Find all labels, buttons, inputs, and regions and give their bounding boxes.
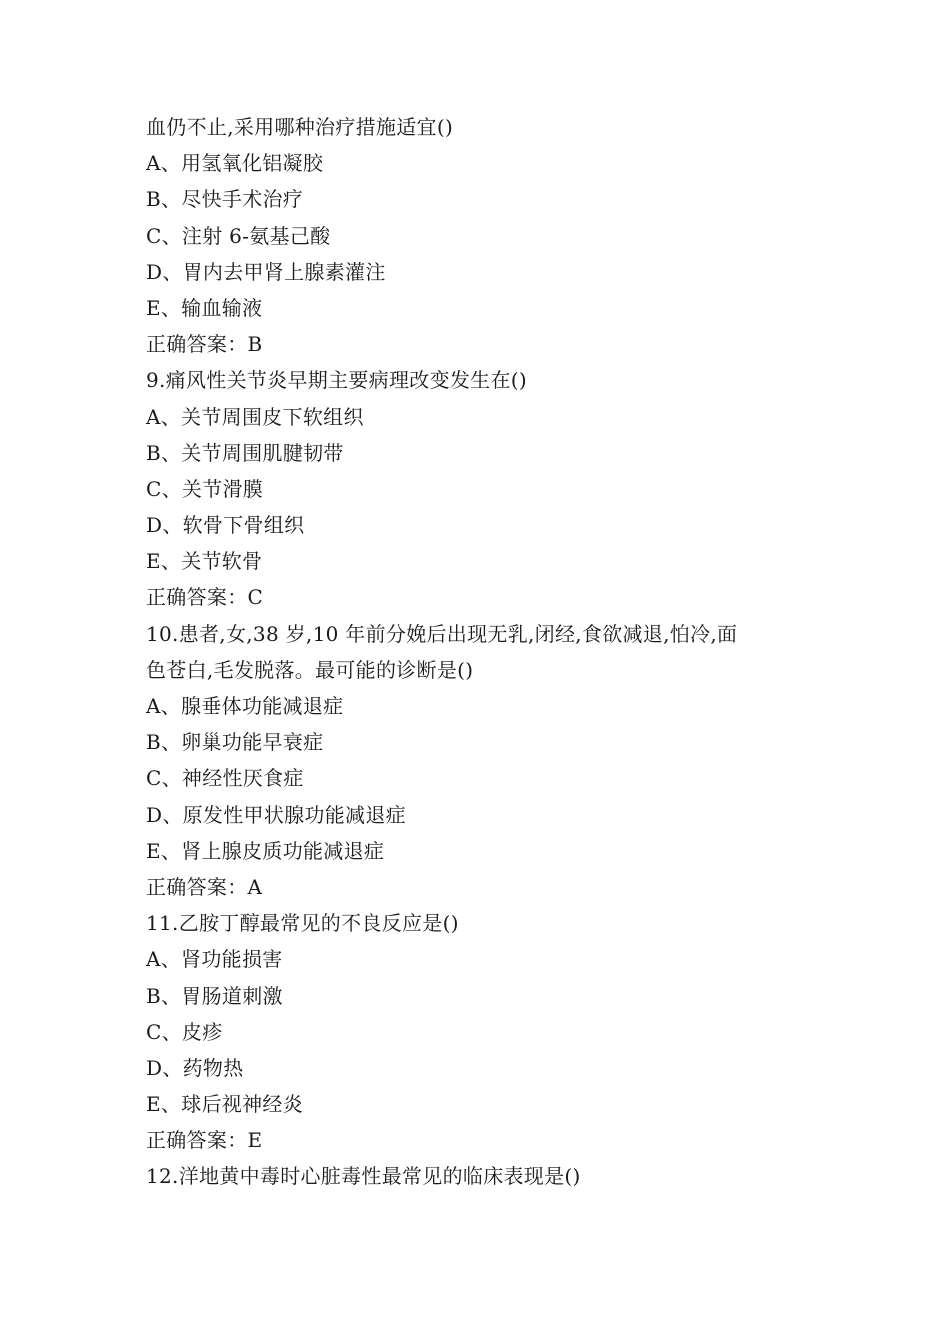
option-d: D、胃内去甲肾上腺素灌注 (146, 259, 386, 284)
option-d: D、软骨下骨组织 (146, 513, 305, 538)
option-e: E、输血输液 (146, 295, 263, 320)
option-a: A、肾功能损害 (146, 947, 283, 972)
option-a: A、腺垂体功能减退症 (146, 694, 344, 718)
correct-answer: 正确答案：B (146, 332, 263, 357)
question-10-line-2: 色苍白,毛发脱落。最可能的诊断是() (146, 657, 474, 682)
option-a: A、用氢氧化铝凝胶 (146, 151, 324, 176)
option-e: E、肾上腺皮质功能减退症 (146, 838, 385, 863)
option-d: D、药物热 (146, 1055, 244, 1080)
option-b: B、卵巢功能早衰症 (146, 730, 324, 755)
option-d: D、原发性甲状腺功能减退症 (146, 802, 406, 827)
option-c: C、皮疹 (146, 1019, 223, 1044)
document-page (146, 109, 816, 1195)
question-10-line-1: 10.患者,女,38 岁,10 年前分娩后出现无乳,闭经,食欲减退,怕冷,面 (146, 621, 738, 646)
option-e: E、球后视神经炎 (146, 1092, 303, 1117)
correct-answer: 正确答案：E (146, 1128, 263, 1153)
option-b: B、胃肠道刺激 (146, 983, 283, 1008)
option-b: B、关节周围肌腱韧带 (146, 440, 344, 465)
question-12: 12.洋地黄中毒时心脏毒性最常见的临床表现是() (146, 1164, 581, 1189)
correct-answer: 正确答案：A (146, 874, 263, 899)
question-9: 9.痛风性关节炎早期主要病理改变发生在() (146, 368, 527, 393)
option-c: C、关节滑膜 (146, 476, 264, 501)
option-e: E、关节软骨 (146, 549, 263, 574)
question-11: 11.乙胺丁醇最常见的不良反应是() (146, 911, 459, 936)
option-a: A、关节周围皮下软组织 (146, 404, 364, 429)
question-text: 血仍不止,采用哪种治疗措施适宜() (146, 115, 454, 139)
option-c: C、注射 6-氨基己酸 (146, 223, 331, 248)
option-b: B、尽快手术治疗 (146, 187, 304, 212)
option-c: C、神经性厌食症 (146, 766, 304, 791)
correct-answer: 正确答案：C (146, 585, 264, 610)
